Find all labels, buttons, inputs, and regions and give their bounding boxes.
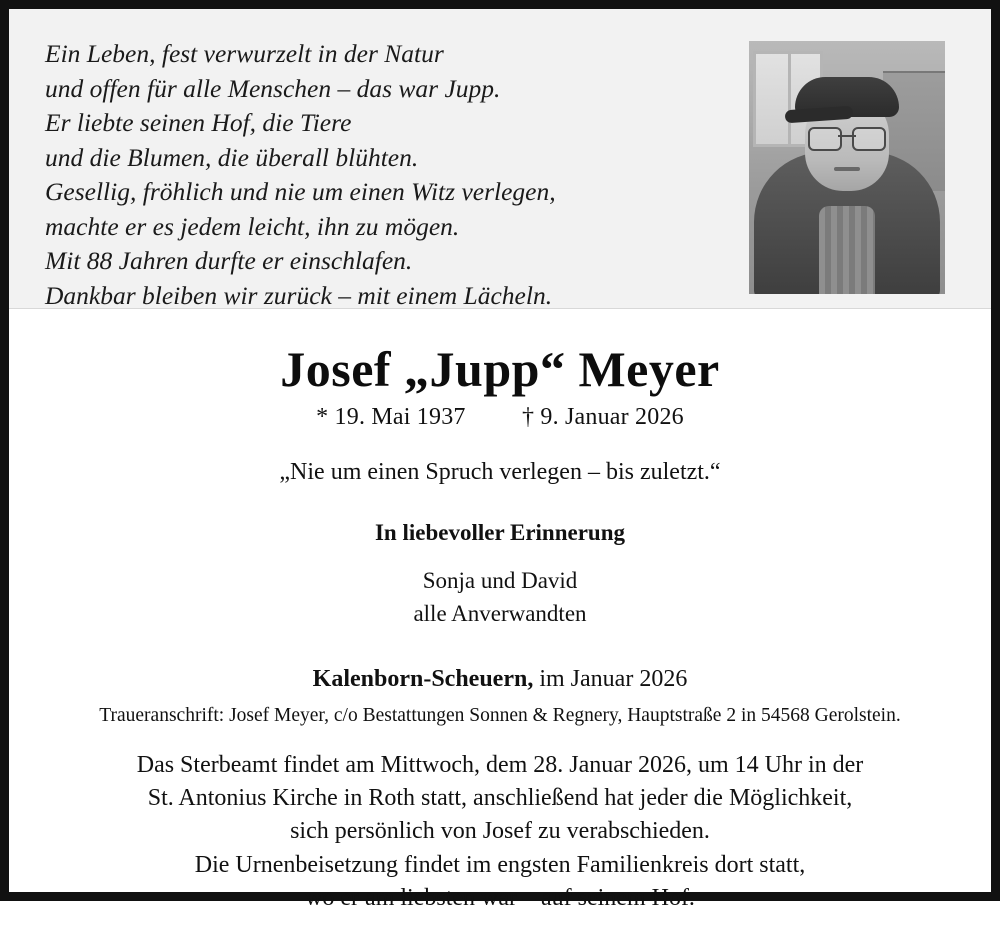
poem-line: Ein Leben, fest verwurzelt in der Natur — [45, 39, 444, 68]
portrait-container — [749, 41, 945, 294]
place-date: im Januar 2026 — [533, 666, 688, 693]
portrait-photo — [749, 41, 945, 294]
main-section — [9, 309, 991, 925]
service-line: St. Antonius Kirche in Roth statt, anschließend hat jeder die Möglichkeit, — [147, 785, 853, 812]
glasses-icon — [808, 127, 886, 147]
mourning-address: Traueranschrift: Josef Meyer, c/o Bestattungen Sonnen & Regnery, Hauptstraße 2 in 54568 Gerolstein. — [99, 705, 901, 727]
shirt-pattern — [819, 206, 875, 294]
service-line: wo er am liebsten war – auf seinem Hof. — [305, 884, 695, 911]
service-line: Das Sterbeamt findet am Mittwoch, dem 28. Januar 2026, um 14 Uhr in der — [136, 752, 864, 779]
memorial-heading: In liebevoller Erinnerung — [374, 519, 626, 545]
life-dates — [35, 404, 965, 431]
poem-line: und offen für alle Menschen – das war Jupp. — [45, 73, 501, 103]
poem-line: Gesellig, fröhlich und nie um einen Witz verlegen, — [45, 177, 556, 207]
poem-text — [39, 37, 556, 313]
deceased-name: Josef „Jupp“ Meyer — [280, 341, 720, 397]
poem-line: und die Blumen, die überall blühten. — [45, 142, 419, 172]
family-line: alle Anverwandten — [413, 600, 587, 626]
poem-line: Mit 88 Jahren durfte er einschlafen. — [45, 246, 413, 276]
place-name: Kalenborn-Scheuern, — [312, 666, 534, 693]
birth-date: * 19. Mai 1937 — [316, 403, 466, 430]
poem-line: machte er es jedem leicht, ihn zu mögen. — [45, 211, 460, 241]
service-line: Die Urnenbeisetzung findet im engsten Familienkreis dort statt, — [194, 851, 806, 878]
flat-cap-icon — [795, 77, 899, 117]
poem-line: Dankbar bleiben wir zurück – mit einem Lächeln. — [45, 280, 553, 310]
memorial-quote: „Nie um einen Spruch verlegen – bis zuletzt.“ — [279, 458, 721, 485]
service-line: sich persönlich von Josef zu verabschieden. — [290, 818, 710, 845]
family-names — [35, 564, 965, 631]
family-line: Sonja und David — [422, 567, 578, 593]
poem-line: Er liebte seinen Hof, die Tiere — [45, 108, 352, 138]
place-and-date — [35, 666, 965, 693]
mouth-shape — [834, 167, 860, 171]
service-details — [35, 749, 965, 915]
death-date: † 9. Januar 2026 — [522, 403, 684, 430]
poem-section — [9, 9, 991, 309]
